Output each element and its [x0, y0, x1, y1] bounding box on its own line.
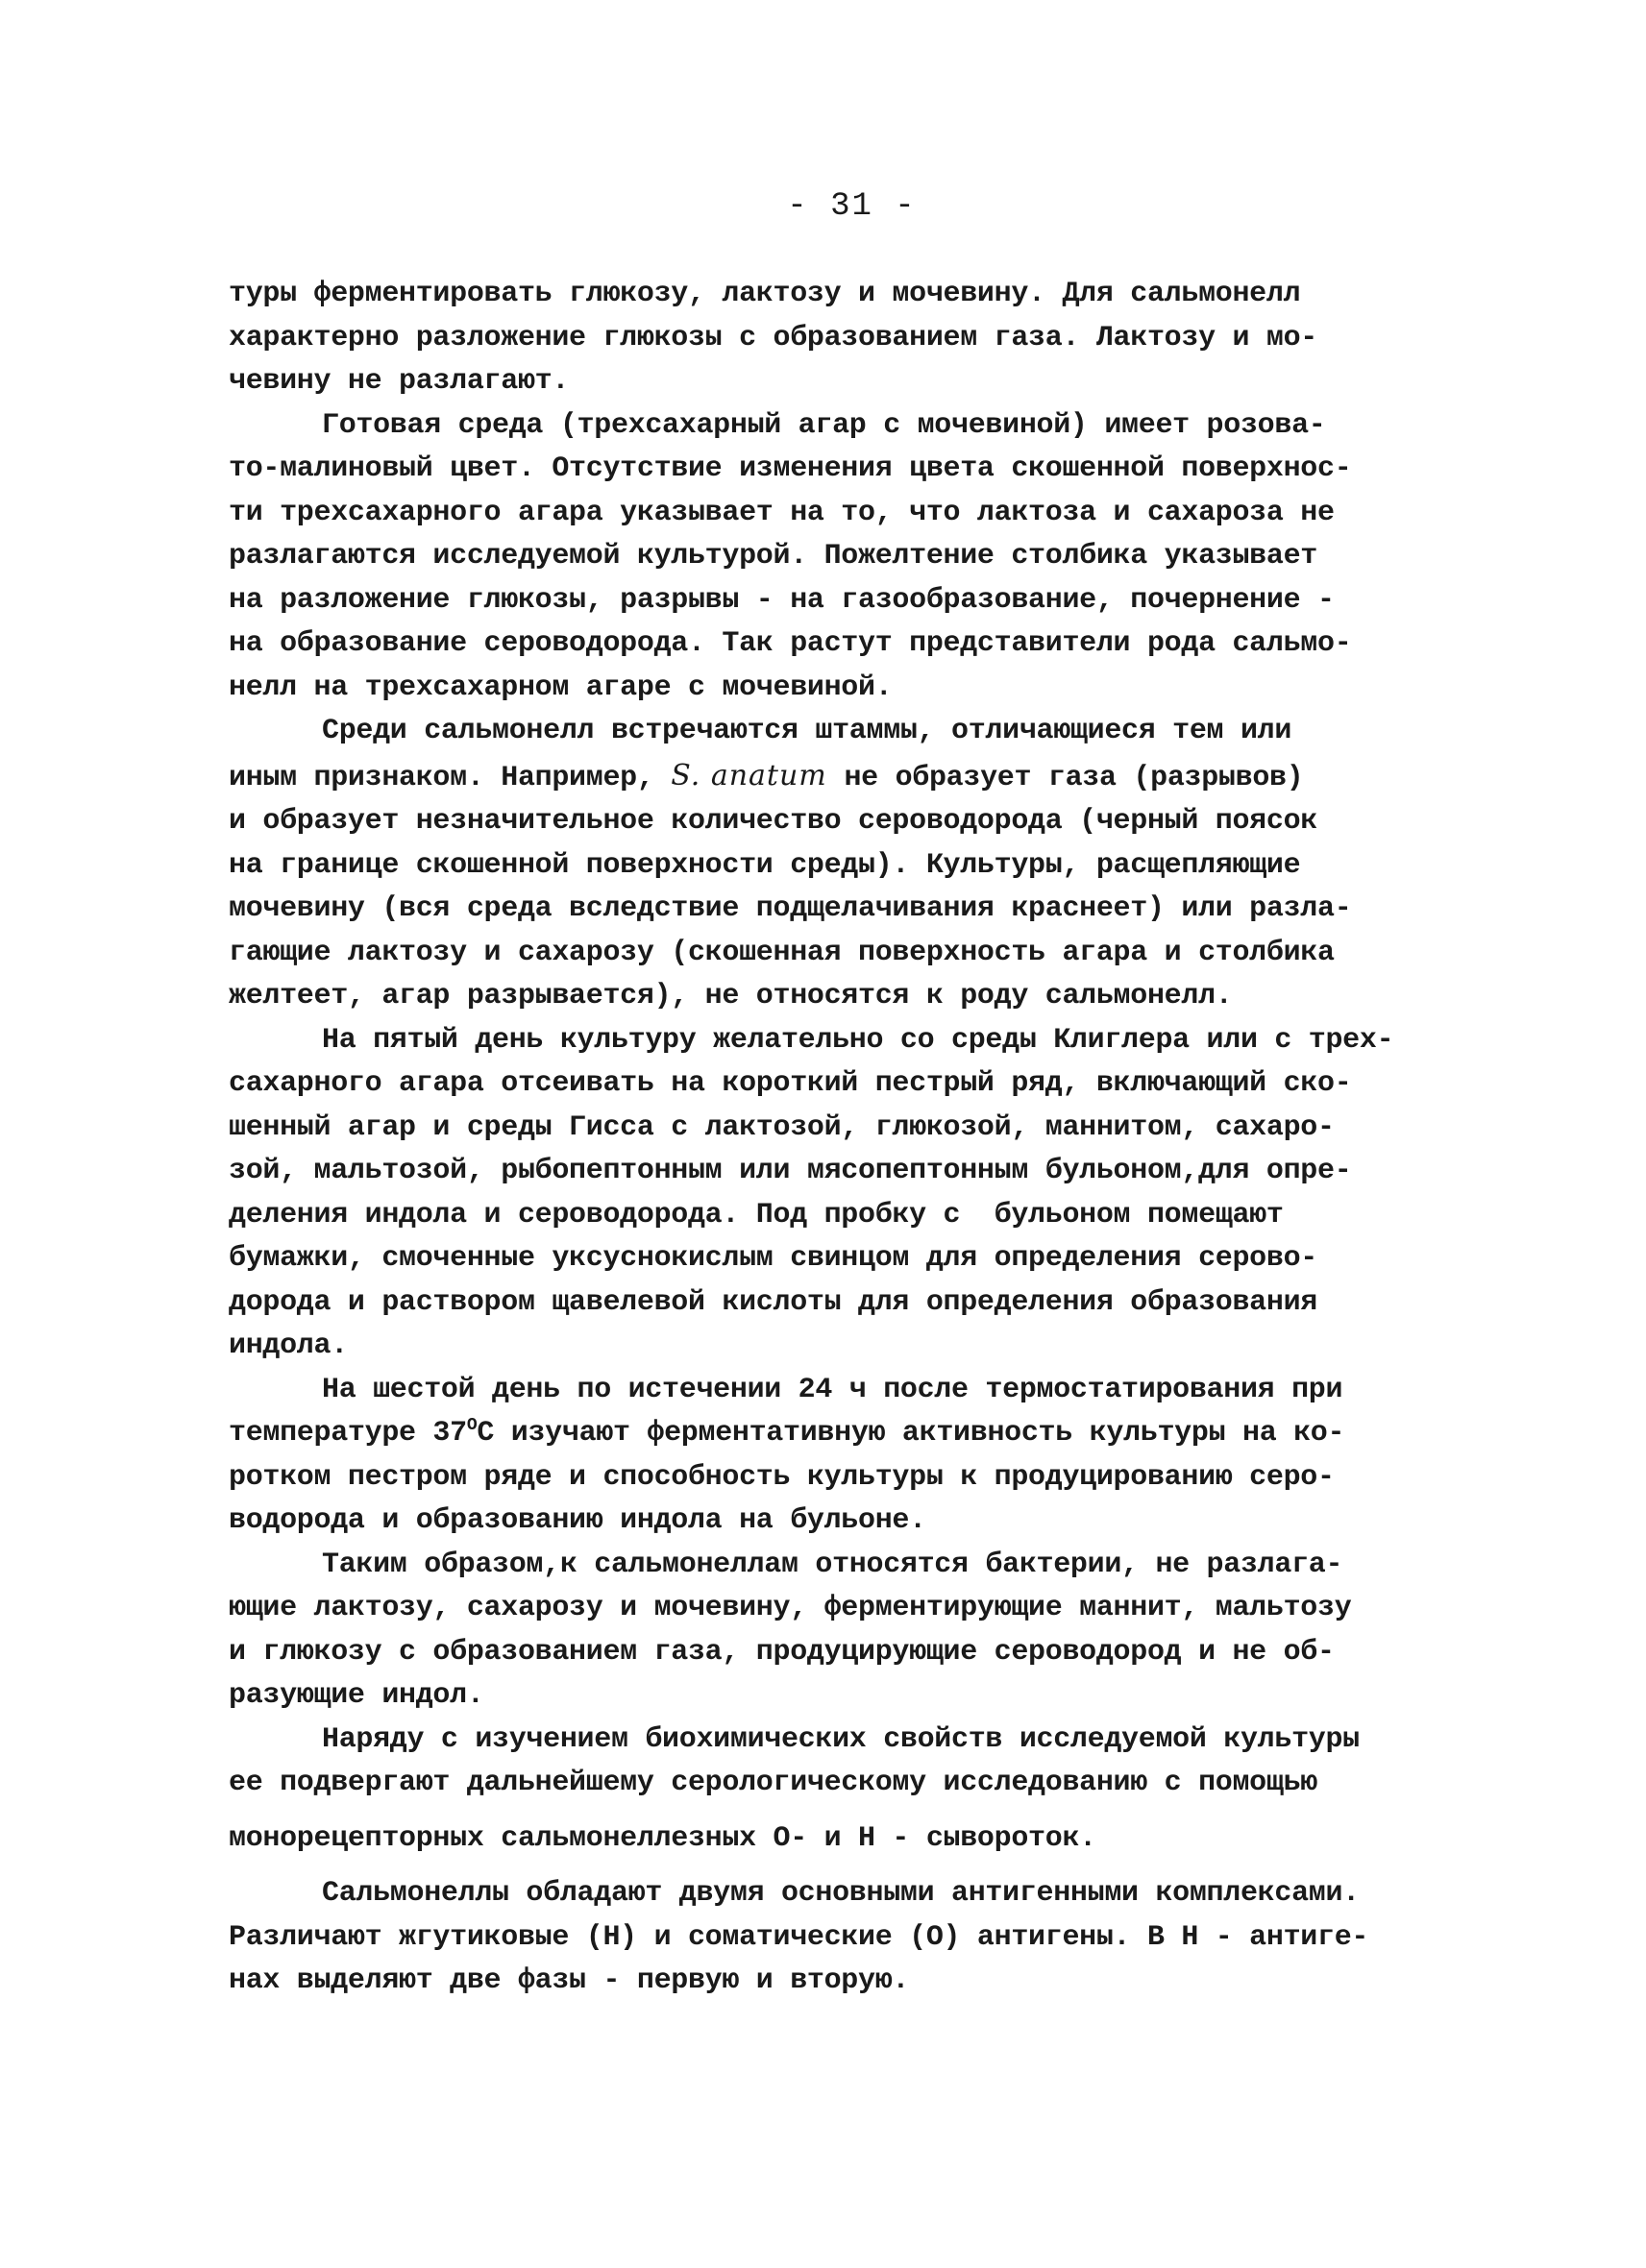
text-line: нелл на трехсахарном агаре с мочевиной.: [229, 671, 893, 704]
text-line: чевину не разлагают.: [229, 365, 570, 398]
text-line: то-малиновый цвет. Отсутствие изменения цвета скошенной поверхнос-: [229, 452, 1352, 485]
text-segment: не образует газа (разрывов): [826, 761, 1304, 794]
page-number: - 31 -: [787, 188, 917, 225]
text-line: [229, 1412, 1468, 1456]
text-line: разлагаются исследуемой культурой. Пожелтение столбика указывает: [229, 540, 1317, 573]
text-line: шенный агар и среды Гисса с лактозой, глюкозой, маннитом, сахаро-: [229, 1110, 1335, 1144]
text-line: ющие лактозу, сахарозу и мочевину, ферментирующие маннит, мальтозу: [229, 1592, 1352, 1624]
text-line: На шестой день по истечении 24 ч после термостатирования при: [322, 1373, 1343, 1406]
text-line: и глюкозу с образованием газа, продуцирующие сероводород и не об-: [229, 1635, 1335, 1669]
text-line: Различают жгутиковые (Н) и соматические (О) антигены. В Н - антиге-: [229, 1920, 1369, 1954]
text-segment: С изучают ферментативную активность культуры на ко-: [477, 1417, 1345, 1450]
text-line: индола.: [229, 1329, 348, 1362]
degree-superscript: O: [466, 1416, 478, 1435]
text-line: [229, 754, 1468, 801]
text-line: ее подвергают дальнейшему серологическому исследованию с помощью: [229, 1767, 1317, 1799]
text-line: Таким образом,к сальмонеллам относятся бактерии, не разлага-: [322, 1548, 1343, 1581]
text-segment: температуре 37: [229, 1417, 467, 1450]
text-line: желтеет, агар разрывается), не относятся к роду сальмонелл.: [229, 980, 1233, 1012]
body-text: [229, 273, 1468, 2004]
text-line: деления индола и сероводорода. Под пробку с бульоном помещают: [229, 1198, 1284, 1232]
text-line: зой, мальтозой, рыбопептонным или мясопептонным бульоном,для опре-: [229, 1155, 1352, 1187]
text-line: на границе скошенной поверхности среды). Культуры, расщепляющие: [229, 848, 1301, 882]
text-line: ротком пестром ряде и способность культуры к продуцированию серо-: [229, 1460, 1335, 1494]
text-line: монорецепторных сальмонеллезных О- и Н - сывороток.: [229, 1821, 1096, 1855]
text-line: сахарного агара отсеивать на короткий пестрый ряд, включающий ско-: [229, 1067, 1352, 1100]
text-line: туры ферментировать глюкозу, лактозу и мочевину. Для сальмонелл: [229, 278, 1301, 310]
text-line: на разложение глюкозы, разрывы - на газообразование, почернение -: [229, 583, 1335, 617]
text-line: гающие лактозу и сахарозу (скошенная поверхность агара и столбика: [229, 936, 1335, 969]
text-line: Готовая среда (трехсахарный агар с мочевиной) имеет розова-: [322, 408, 1326, 442]
text-line: водорода и образованию индола на бульоне.: [229, 1504, 926, 1537]
text-line: дорода и раствором щавелевой кислоты для определения образования: [229, 1285, 1317, 1319]
text-line: разующие индол.: [229, 1679, 484, 1712]
text-segment: иным признаком. Например,: [229, 761, 672, 794]
handwritten-species-name: S. anatum: [671, 758, 827, 793]
text-line: и образует незначительное количество сероводорода (черный поясок: [229, 805, 1317, 838]
text-line: Наряду с изучением биохимических свойств исследуемой культуры: [322, 1722, 1360, 1756]
text-line: Сальмонеллы обладают двумя основными антигенными комплексами.: [322, 1877, 1360, 1910]
text-line: Среди сальмонелл встречаются штаммы, отличающиеся тем или: [322, 715, 1292, 747]
text-line: нах выделяют две фазы - первую и вторую.: [229, 1964, 910, 1997]
text-line: На пятый день культуру желательно со среды Клиглера или с трех-: [322, 1023, 1394, 1057]
text-line: мочевину (вся среда вследствие подщелачивания краснеет) или разла-: [229, 892, 1352, 925]
text-line: на образование сероводорода. Так растут представители рода сальмо-: [229, 627, 1352, 660]
text-line: характерно разложение глюкозы с образованием газа. Лактозу и мо-: [229, 321, 1317, 354]
text-line: ти трехсахарного агара указывает на то, что лактоза и сахароза не: [229, 496, 1335, 529]
text-line: бумажки, смоченные уксуснокислым свинцом для определения серово-: [229, 1242, 1317, 1275]
